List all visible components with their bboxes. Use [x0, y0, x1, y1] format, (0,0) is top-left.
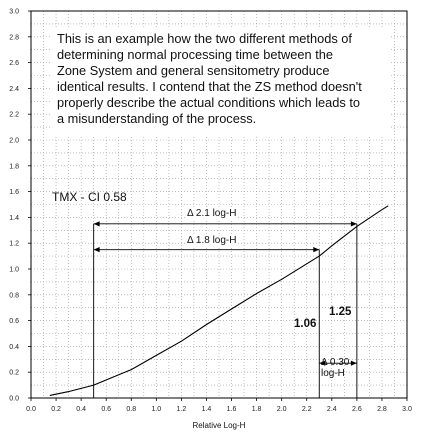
density-low-label: 1.06	[294, 318, 317, 330]
y-tick-label: 1.0	[9, 266, 19, 274]
y-tick-label: 0.8	[9, 292, 19, 300]
x-tick-label: 0.2	[51, 406, 61, 413]
x-tick-label: 2.4	[326, 406, 337, 413]
y-tick-label: 2.2	[9, 111, 19, 119]
x-tick-label: 2.6	[351, 406, 362, 413]
range-narrow-label: Δ 1.8 log-H	[187, 235, 237, 246]
y-tick-label: 0.4	[9, 343, 19, 351]
x-tick-label: 0.6	[101, 406, 112, 413]
note-line: identical results. I contend that the ZS method doesn't	[57, 78, 362, 94]
y-tick-label: 2.6	[9, 60, 19, 68]
x-tick-label: 0.8	[126, 406, 137, 413]
note-line: Zone System and general sensitometry produce	[57, 62, 330, 78]
y-tick-label: 3.0	[9, 8, 19, 16]
x-tick-label: 1.4	[201, 406, 212, 413]
y-tick-label: 0.2	[9, 369, 19, 377]
range-wide-label: Δ 2.1 log-H	[187, 208, 237, 219]
delta-bracket-line1: Δ 0.30	[321, 357, 350, 368]
y-tick-label: 2.0	[9, 137, 19, 145]
y-tick-label: 2.4	[9, 85, 19, 93]
y-tick-label: 2.8	[9, 34, 19, 42]
x-tick-label: 2.8	[377, 406, 387, 413]
x-tick-label: 1.6	[226, 406, 237, 413]
delta-bracket-line2: log-H	[321, 368, 345, 379]
x-tick-label: 1.2	[176, 406, 187, 413]
x-tick-label: 2.0	[276, 406, 287, 413]
y-tick-label: 1.8	[9, 163, 19, 171]
explanation-note	[51, 27, 389, 135]
range-wide-arrowhead-right	[351, 221, 357, 226]
range-narrow-arrowhead-left	[94, 247, 100, 252]
x-tick-label: 0.0	[26, 406, 36, 413]
note-line: properly describe the actual conditions which leads to	[57, 94, 361, 110]
delta-bracket-label	[321, 357, 349, 379]
annotation-lines	[94, 221, 357, 398]
y-tick-label: 0.6	[9, 318, 19, 326]
note-line: a misunderstanding of the process.	[57, 110, 257, 126]
y-tick-label: 1.2	[9, 240, 19, 248]
range-narrow-arrowhead-right	[313, 247, 319, 252]
note-line: This is an example how the two different methods of	[57, 31, 352, 46]
y-tick-label: 0.0	[9, 395, 19, 403]
y-tick-label: 1.6	[9, 189, 19, 197]
x-tick-label: 1.0	[151, 406, 162, 413]
x-axis-title: Relative Log-H	[192, 421, 246, 430]
density-high-label: 1.25	[329, 306, 352, 318]
x-tick-label: 1.8	[251, 406, 262, 413]
x-tick-label: 0.4	[76, 406, 87, 413]
y-tick-label: 1.4	[9, 214, 19, 222]
delta-bracket-arrowhead-right	[351, 361, 357, 366]
series-label: TMX - CI 0.58	[52, 190, 127, 204]
x-tick-label: 2.2	[301, 406, 312, 413]
note-line: determining normal processing time between the	[57, 46, 333, 62]
range-wide-arrowhead-left	[94, 221, 100, 226]
x-tick-label: 3.0	[402, 406, 412, 413]
